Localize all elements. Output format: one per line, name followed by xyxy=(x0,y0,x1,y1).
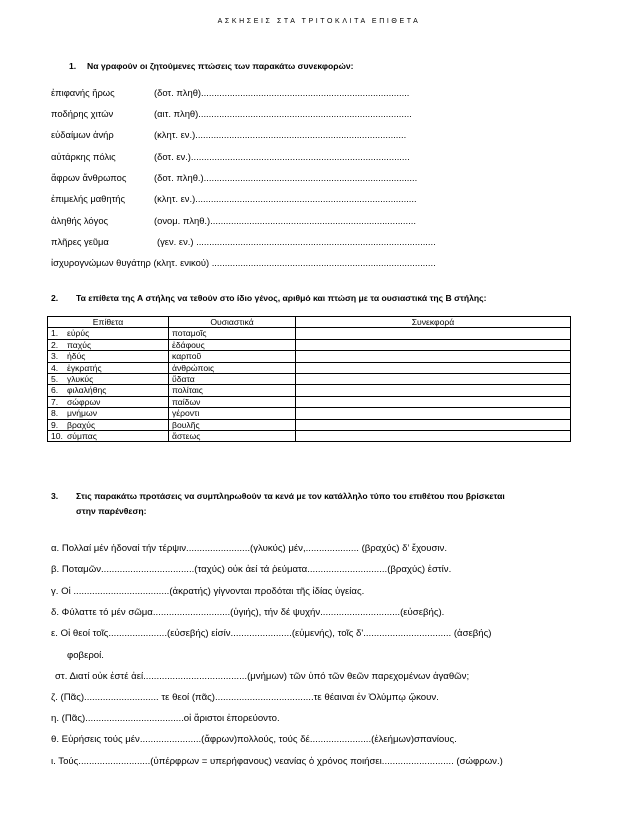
section2-number: 2. xyxy=(51,293,59,303)
phrase-answer-cell[interactable] xyxy=(296,362,571,373)
phrase: εὐδαίμων ἀνήρ xyxy=(51,129,114,140)
sentence-line: α. Πολλαί μέν ἡδοναί τήν τέρψιν........................(γλυκύς) μέν,.................... (βραχύς) δ’ ἔχουσιν. xyxy=(51,543,448,554)
row-number: 6. xyxy=(48,385,64,396)
section3-number: 3. xyxy=(51,491,59,501)
row-number: 7. xyxy=(48,396,64,407)
table-row xyxy=(48,339,571,350)
table-row xyxy=(48,362,571,373)
table-row xyxy=(48,431,571,442)
adjective-cell: σύμπας xyxy=(63,431,169,442)
phrase: πλῆρες γεῦμα xyxy=(51,236,109,247)
sentence-line: στ. Διατί οὐκ ἐστέ ἀεί.......................................(μνήμων) τῶν ὑπό τῶν θεῶν παρεχομένων ἀγαθῶν; xyxy=(55,671,470,682)
adjective-cell: παχύς xyxy=(63,339,169,350)
column-header-nouns: Ουσιαστικά xyxy=(169,317,296,328)
row-number: 3. xyxy=(48,351,64,362)
table-row xyxy=(48,374,571,385)
phrase: ἄφρων ἄνθρωπος xyxy=(51,172,127,183)
sentence-line: η. (Πᾶς).....................................οἱ ἄριστοι ἐπορεύοντο. xyxy=(51,713,280,724)
adjective-cell: γλυκύς xyxy=(63,374,169,385)
phrase-answer-cell[interactable] xyxy=(296,408,571,419)
sentence-line: γ. Οἱ ....................................(ἀκρατής) γίγνονται προδόται τῆς ἰδίας ὑγείας. xyxy=(51,586,365,597)
sentence-line: δ. Φύλαττε τό μέν σῶμα.............................(ὑγιής), τήν δέ ψυχήν..............................(εὐσεβής). xyxy=(51,607,445,618)
row-number: 9. xyxy=(48,419,64,430)
page-title: ΑΣΚΗΣΕΙΣ ΣΤΑ ΤΡΙΤΟΚΛΙΤΑ ΕΠΙΘΕΤΑ xyxy=(217,18,421,25)
sentence-line: ζ. (Πᾶς)............................ τε θεοί (πᾶς).....................................τε θέαιναι ἐν Ὀλύμπῳ ᾤκουν. xyxy=(51,692,439,703)
noun-cell: ποταμοῖς xyxy=(169,328,296,339)
case-blank: (γεν. εν.) ............................................................................................ xyxy=(157,236,436,247)
table-row xyxy=(48,328,571,339)
noun-cell: ἄστεως xyxy=(169,431,296,442)
row-number: 8. xyxy=(48,408,64,419)
phrase-answer-cell[interactable] xyxy=(296,396,571,407)
sentence-line: ι. Τούς...........................(ὑπέρφρων = υπερήφανους) νεανίας ὁ χρόνος ποιήσει........................... (σώφρων.) xyxy=(51,756,503,767)
row-number: 2. xyxy=(48,339,64,350)
sentence-line: ε. Οἱ θεοί τοῖς......................(εὐσεβής) εἰσίν.......................(εὐμενής), τοῖς δ'................................. (ἀσεβής) xyxy=(51,628,492,639)
noun-cell: παίδων xyxy=(169,396,296,407)
adjective-cell: εὐρύς xyxy=(63,328,169,339)
noun-cell: ὕδατα xyxy=(169,374,296,385)
phrase-answer-cell[interactable] xyxy=(296,419,571,430)
adjective-cell: μνήμων xyxy=(63,408,169,419)
phrase: ἐπιφανής ἥρως xyxy=(51,87,115,98)
phrase-with-case: ἰσχυρογνώμων θυγάτηρ (κλητ. ενικού) ...................................................................................... xyxy=(51,257,436,268)
phrase: αὐτάρκης πόλις xyxy=(51,151,116,162)
case-blank: (δοτ. εν.).................................................................................... xyxy=(154,151,410,162)
phrase-answer-cell[interactable] xyxy=(296,339,571,350)
row-number: 10. xyxy=(48,431,64,442)
section3-heading-line1: Στις παρακάτω προτάσεις να συμπληρωθούν τα κενά με τον κατάλληλο τύπο του επιθέτου που βρίσκεται xyxy=(76,491,505,501)
section1-number: 1. xyxy=(69,61,77,71)
noun-cell: καρποῦ xyxy=(169,351,296,362)
phrase-answer-cell[interactable] xyxy=(296,385,571,396)
adjective-cell: φιλαλήθης xyxy=(63,385,169,396)
table-row xyxy=(48,408,571,419)
phrase-answer-cell[interactable] xyxy=(296,328,571,339)
column-header-adjectives: Επίθετα xyxy=(48,317,169,328)
row-number: 1. xyxy=(48,328,64,339)
adjective-cell: ἡδύς xyxy=(63,351,169,362)
case-blank: (κλητ. εν.)..................................................................................... xyxy=(154,193,417,204)
adjective-cell: σώφρων xyxy=(63,396,169,407)
case-blank: (κλητ. εν.)................................................................................. xyxy=(154,129,407,140)
phrase-answer-cell[interactable] xyxy=(296,431,571,442)
adjective-cell: ἐγκρατής xyxy=(63,362,169,373)
row-number: 4. xyxy=(48,362,64,373)
phrase: ποδήρης χιτών xyxy=(51,108,114,119)
noun-cell: ἀνθρώποις xyxy=(169,362,296,373)
table-row xyxy=(48,385,571,396)
adjectives-table xyxy=(47,316,571,442)
noun-cell: πολίταις xyxy=(169,385,296,396)
phrase-answer-cell[interactable] xyxy=(296,374,571,385)
column-header-phrase: Συνεκφορά xyxy=(296,317,571,328)
section3-heading-line2: στην παρένθεση: xyxy=(76,506,147,516)
noun-cell: ἐδάφους xyxy=(169,339,296,350)
case-blank: (αιτ. πληθ).................................................................................. xyxy=(154,108,412,119)
sentence-line: θ. Εὑρήσεις τούς μέν.......................(ἄφρων)πολλούς, τούς δέ.......................(ἐλεήμων)σπανίους. xyxy=(51,734,457,745)
row-number: 5. xyxy=(48,374,64,385)
case-blank: (ονομ. πληθ.)............................................................................... xyxy=(154,215,416,226)
noun-cell: γέροντι xyxy=(169,408,296,419)
noun-cell: βουλῆς xyxy=(169,419,296,430)
sentence-line: β. Ποταμῶν...................................(ταχύς) οὐκ ἀεί τά ῥεύματα..............................(βραχύς) ἐστίν. xyxy=(51,564,452,575)
adjective-cell: βραχύς xyxy=(63,419,169,430)
table-row xyxy=(48,351,571,362)
table-row xyxy=(48,396,571,407)
phrase-answer-cell[interactable] xyxy=(296,351,571,362)
case-blank: (δοτ. πληθ)................................................................................ xyxy=(154,87,410,98)
phrase: ἐπιμελής μαθητής xyxy=(51,193,126,204)
sentence-line-continuation: φοβεροί. xyxy=(67,650,104,661)
phrase: ἀληθής λόγος xyxy=(51,215,109,226)
table-header-row xyxy=(48,317,571,328)
case-blank: (δοτ. πληθ.).................................................................................. xyxy=(154,172,418,183)
section2-heading-text: Τα επίθετα της Α στήλης να τεθούν στο ίδιο γένος, αριθμό και πτώση με τα ουσιαστικά της Β στήλης: xyxy=(76,293,487,303)
table-row xyxy=(48,419,571,430)
section1-heading-text: Να γραφούν οι ζητούμενες πτώσεις των παρακάτω συνεκφορών: xyxy=(87,61,354,71)
